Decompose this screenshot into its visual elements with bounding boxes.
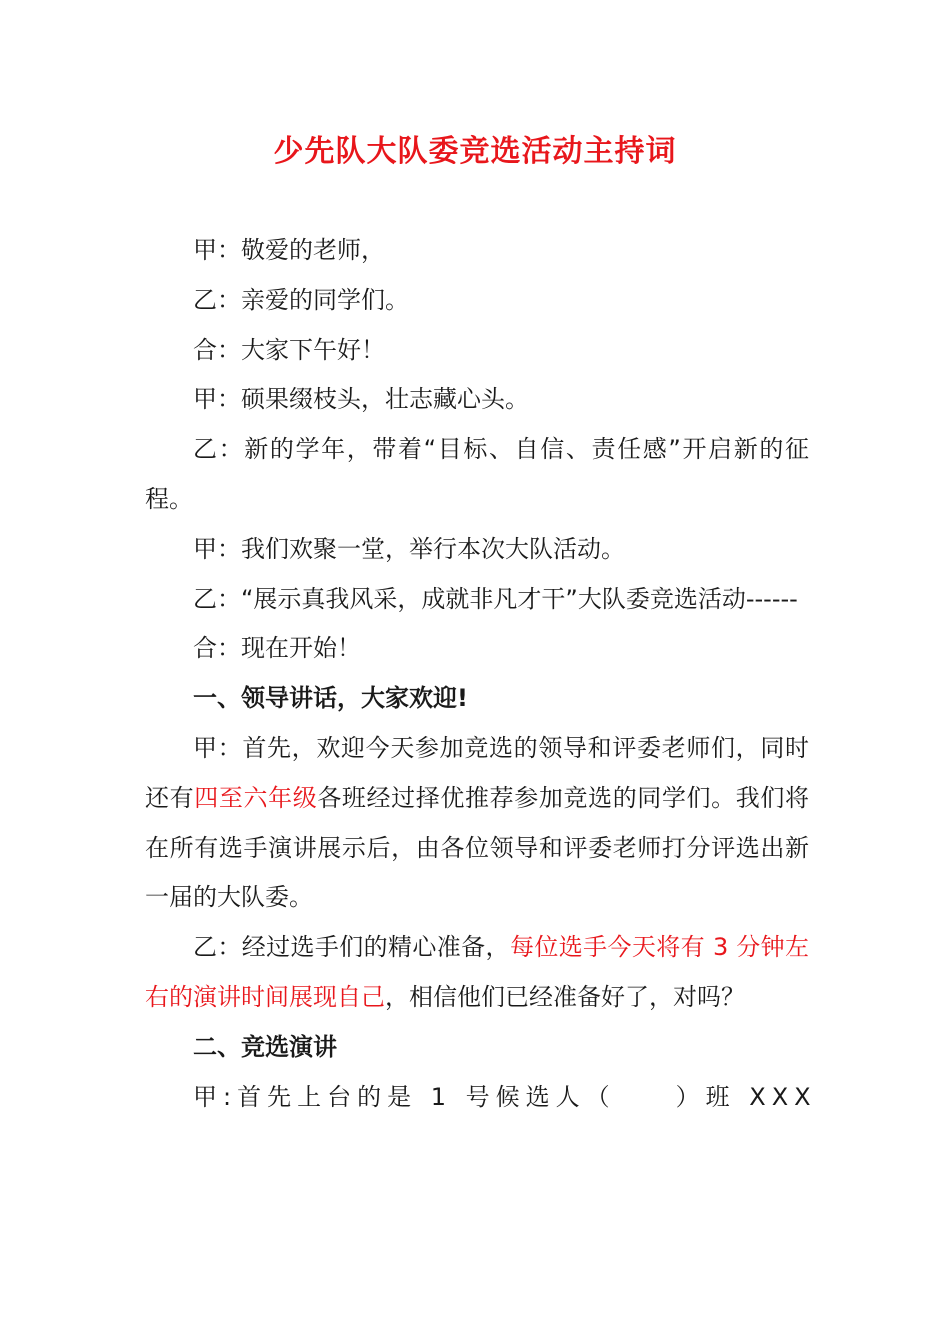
dialogue-line bbox=[145, 1073, 817, 1123]
document-body bbox=[145, 226, 817, 1122]
paragraph bbox=[145, 923, 809, 1023]
paragraph-text: 甲：首先，欢迎今天参加竞选的领导和评委老师们，同时还有 bbox=[145, 733, 809, 812]
paragraph-text: 乙：经过选手们的精心准备， bbox=[193, 933, 510, 962]
dialogue-line: 乙：“展示真我风采，成就非凡才干”大队委竞选活动------ bbox=[193, 584, 798, 613]
document-title: 少先队大队委竞选活动主持词 bbox=[273, 134, 677, 169]
dialogue-line: 甲：敬爱的老师， bbox=[193, 236, 385, 264]
section-heading: 一、领导讲话，大家欢迎! bbox=[193, 684, 468, 713]
dialogue-line: 甲：硕果缀枝头，壮志藏心头。 bbox=[193, 385, 529, 414]
paragraph-text: 各班经过择优推荐参加竞选的同学们。我们将在所有选手演讲展示后，由各位领导和评委老师打分评选出新一届的大队委。 bbox=[145, 783, 810, 912]
line-text: ）班 XXX bbox=[675, 1082, 817, 1111]
line-text: 甲:首先上台的是 1 号候选人（ bbox=[193, 1082, 616, 1111]
dialogue-line: 合：大家下午好！ bbox=[193, 335, 385, 364]
dialogue-line: 合：现在开始！ bbox=[193, 634, 361, 663]
highlight-text: 每位选手今天将有 3 分钟左右的演讲时间展现自己 bbox=[145, 933, 810, 1011]
section-heading: 二、竞选演讲 bbox=[193, 1032, 337, 1061]
highlight-text: 四至六年级 bbox=[194, 783, 318, 812]
dialogue-line: 乙：亲爱的同学们。 bbox=[193, 285, 409, 314]
dialogue-line: 甲：我们欢聚一堂，举行本次大队活动。 bbox=[193, 534, 625, 563]
dialogue-line: 乙：新的学年，带着“目标、自信、责任感”开启新的征程。 bbox=[145, 435, 809, 513]
paragraph-text: ，相信他们已经准备好了，对吗？ bbox=[385, 982, 745, 1011]
paragraph bbox=[145, 724, 809, 923]
